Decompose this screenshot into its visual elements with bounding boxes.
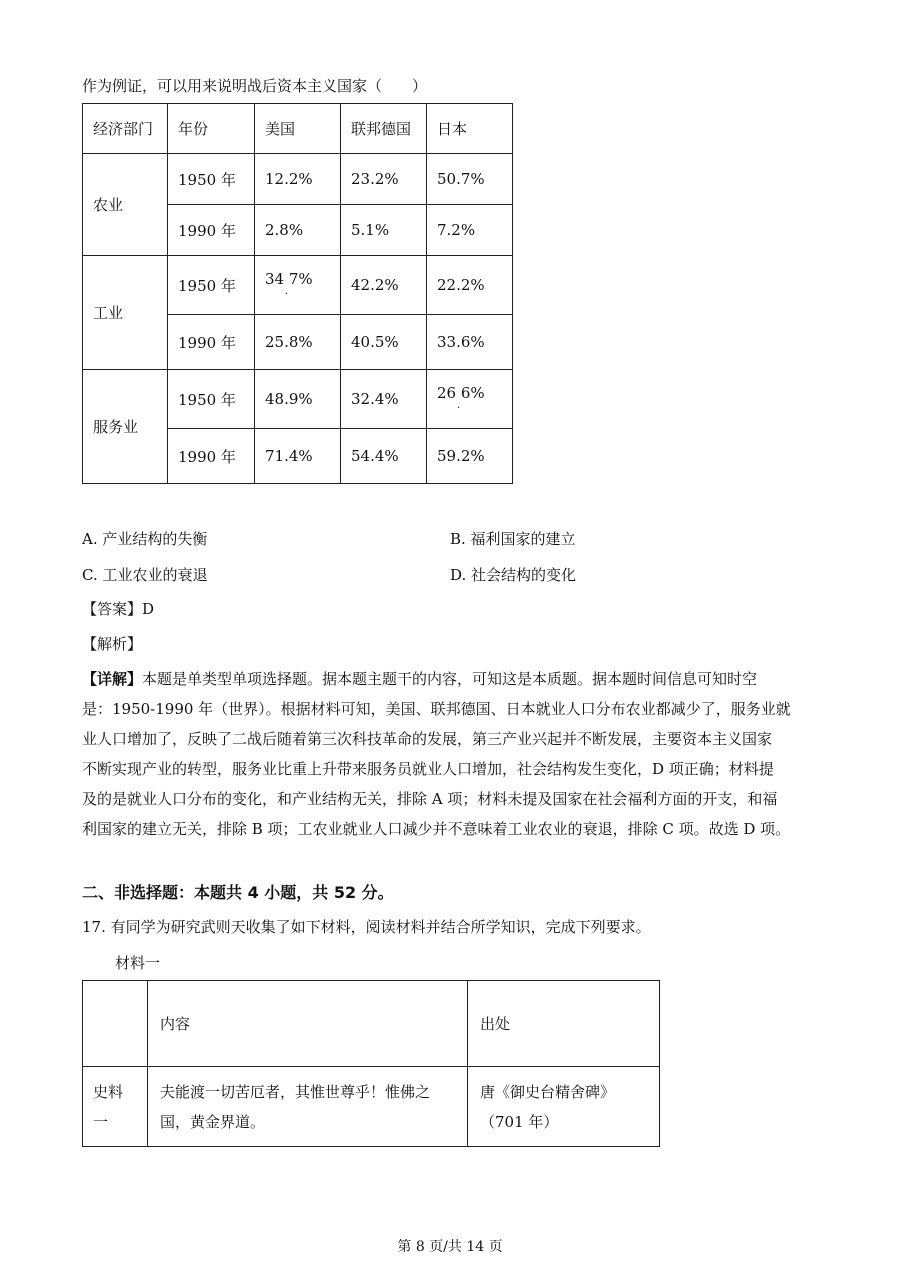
detail-paragraph — [82, 664, 822, 844]
table-row — [83, 154, 513, 205]
jp-cell: 50.7% — [427, 154, 513, 205]
option-a: A. 产业结构的失衡 — [82, 530, 208, 548]
year-cell: 1990 年 — [168, 315, 255, 370]
header-source: 出处 — [468, 981, 660, 1067]
header-year: 年份 — [168, 104, 255, 154]
option-c: C. 工业农业的衰退 — [82, 566, 208, 584]
analysis-label: 【解析】 — [82, 635, 143, 653]
detail-line: 及的是就业人口分布的变化，和产业结构无关，排除 A 项；材料未提及国家在社会福利方面的开支，和福 — [82, 790, 778, 808]
de-cell: 42.2% — [341, 256, 427, 315]
section-heading: 二、非选择题：本题共 4 小题，共 52 分。 — [82, 883, 394, 902]
de-cell: 32.4% — [341, 370, 427, 429]
sector-cell: 农业 — [83, 154, 168, 256]
table-row — [83, 256, 513, 315]
option-d: D. 社会结构的变化 — [450, 566, 577, 584]
source-line: （701 年） — [480, 1112, 559, 1131]
table-header-row — [83, 981, 660, 1067]
header-content: 内容 — [148, 981, 468, 1067]
page-footer: 第 8 页/共 14 页 — [397, 1239, 503, 1255]
table-row — [83, 370, 513, 429]
de-cell: 5.1% — [341, 205, 427, 256]
de-cell: 54.4% — [341, 429, 427, 484]
header-sector: 经济部门 — [83, 104, 168, 154]
us-cell: 25.8% — [255, 315, 341, 370]
detail-line: 业人口增加了，反映了二战后随着第三次科技革命的发展，第三产业兴起并不断发展，主要资本主义国家 — [82, 730, 773, 748]
jp-cell: 22.2% — [427, 256, 513, 315]
header-de: 联邦德国 — [341, 104, 427, 154]
question-17: 17. 有同学为研究武则天收集了如下材料，阅读材料并结合所学知识，完成下列要求。 — [82, 918, 651, 936]
emphasis-dot: · — [285, 289, 289, 300]
jp-cell: 59.2% — [427, 429, 513, 484]
us-cell: 12.2% — [255, 154, 341, 205]
material-table — [82, 980, 660, 1147]
employment-table — [82, 103, 513, 484]
table-row — [83, 1067, 660, 1147]
source-cell — [468, 1067, 660, 1147]
question-stem: 作为例证，可以用来说明战后资本主义国家（ ） — [82, 77, 428, 95]
empty-cell — [83, 981, 148, 1067]
jp-cell — [427, 370, 513, 429]
jp-cell: 33.6% — [427, 315, 513, 370]
us-cell: 2.8% — [255, 205, 341, 256]
year-cell: 1950 年 — [168, 256, 255, 315]
de-cell: 23.2% — [341, 154, 427, 205]
answer: 【答案】D — [82, 600, 155, 618]
row-label-line: 史料 — [93, 1082, 124, 1101]
detail-line: 利国家的建立无关，排除 B 项；工农业就业人口减少并不意味着工业农业的衰退，排除 C 项。故选 D 项。 — [82, 820, 791, 838]
sector-cell: 服务业 — [83, 370, 168, 484]
source-line: 唐《御史台精舍碑》 — [480, 1082, 616, 1101]
year-cell: 1990 年 — [168, 429, 255, 484]
content-line: 国，黄金界道。 — [160, 1112, 266, 1131]
value-text: 34 7% — [265, 270, 313, 288]
value-text: 26 6% — [437, 384, 485, 402]
de-cell: 40.5% — [341, 315, 427, 370]
content-cell — [148, 1067, 468, 1147]
option-b: B. 福利国家的建立 — [450, 530, 576, 548]
row-label — [83, 1067, 148, 1147]
row-label-line: 一 — [93, 1112, 109, 1131]
year-cell: 1950 年 — [168, 154, 255, 205]
detail-line: 是：1950-1990 年（世界）。根据材料可知，美国、联邦德国、日本就业人口分布农业都减少了，服务业就 — [82, 700, 791, 718]
material-label: 材料一 — [115, 954, 161, 972]
us-cell: 48.9% — [255, 370, 341, 429]
header-us: 美国 — [255, 104, 341, 154]
jp-cell: 7.2% — [427, 205, 513, 256]
year-cell: 1990 年 — [168, 205, 255, 256]
us-cell — [255, 256, 341, 315]
sector-cell: 工业 — [83, 256, 168, 370]
us-cell: 71.4% — [255, 429, 341, 484]
detail-line: 本题是单类型单项选择题。据本题主题干的内容，可知这是本质题。据本题时间信息可知时空 — [142, 670, 758, 688]
year-cell: 1950 年 — [168, 370, 255, 429]
content-line: 夫能渡一切苦厄者，其惟世尊乎！惟佛之 — [160, 1082, 431, 1101]
header-jp: 日本 — [427, 104, 513, 154]
table-header-row — [83, 104, 513, 154]
detail-label: 【详解】 — [82, 670, 143, 688]
emphasis-dot: · — [457, 403, 461, 414]
detail-line: 不断实现产业的转型，服务业比重上升带来服务员就业人口增加，社会结构发生变化，D 项正确；材料提 — [82, 760, 774, 778]
